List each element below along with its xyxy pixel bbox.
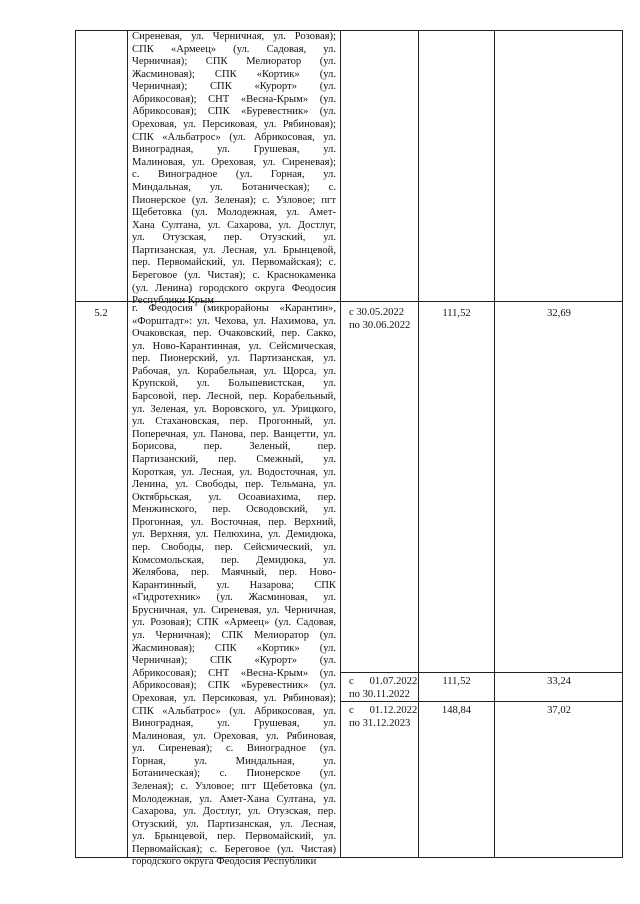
address-line: Прогонная, ул. Восточная, пер. Верхний, [132, 516, 336, 528]
period-start: с 01.12.2022 [349, 705, 418, 716]
address-line: Абрикосовая); СНТ «Весна-Крым» (ул. [132, 667, 336, 679]
address-line: пер. Пионерский, ул. Партизанская, ул. [132, 353, 336, 365]
address-line: Октябрьская, ул. Осоавиахима, пер. [132, 491, 336, 503]
address-line: Черничная); СПК «Курорт» (ул. [132, 655, 336, 667]
address-line: Береговое (ул. Чистая); с. Краснокаменка [132, 269, 336, 281]
address-line: Зеленая); с. Узловое; пгт Щебетовка (ул. [132, 780, 336, 792]
address-line: ул. Стахановская, пер. Прогонный, ул. [132, 416, 336, 428]
table-row-5-2 [128, 302, 340, 868]
address-line: Щебетовка (ул. Молодежная, ул. Амет- [132, 207, 336, 219]
address-line: ул. Верхняя, ул. Пелюхина, ул. Демидюка, [132, 529, 336, 541]
address-line: Ботаническая); с. Пионерское (ул. [132, 768, 336, 780]
address-line: Черничная); СПК «Курорт» (ул. [132, 81, 336, 93]
address-line: Партизанский, пер. Смежный, ул. [132, 453, 336, 465]
period-end: по 30.11.2022 [349, 689, 410, 700]
tariff-table [75, 30, 623, 868]
address-line: пер. Первомайский, ул. Первомайская); с. [132, 257, 336, 269]
address-text [128, 302, 340, 869]
address-line: ул. Брынцевой, пер. Первомайский, ул. [132, 831, 336, 843]
address-line: «Гидротехник» (ул. Жасминовая, ул. [132, 592, 336, 604]
period-2-value-1: 111,52 [442, 676, 471, 687]
period-2-value-2: 33,24 [547, 676, 571, 687]
address-text-continued [128, 30, 340, 308]
address-line: Хана Султана, ул. Сахарова, ул. Достлуг, [132, 219, 336, 231]
address-line: ул. Ново-Карантинная, ул. Сейсмическая, [132, 340, 336, 352]
address-line: ул. Отузская, пер. Отузский, ул. [132, 232, 336, 244]
address-line: Ореховая, ул. Персиковая, ул. Рябиновая); [132, 692, 336, 704]
address-line: Отузский, ул. Партизанская, ул. Лесная, [132, 818, 336, 830]
address-line: Желябова, пер. Маячный, пер. Ново- [132, 567, 336, 579]
address-line: Малиновая, ул. Ореховая, ул. Рябиновая, [132, 730, 336, 742]
address-line: г. Феодосия (микрорайоны «Карантин», [132, 303, 336, 314]
period-1-value-1: 111,52 [442, 308, 471, 319]
address-line: Ореховая, ул. Персиковая, ул. Рябиновая); [132, 119, 336, 131]
address-line: Сиреневая, ул. Черничная, ул. Розовая); [132, 31, 336, 42]
period-3-value-2: 37,02 [547, 705, 571, 716]
address-line: Виноградная, ул. Грушевая, ул. [132, 144, 336, 156]
address-line: Очаковская, пер. Очаковский, пер. Сакко, [132, 328, 336, 340]
period-end: по 31.12.2023 [349, 718, 411, 729]
address-line: Менжинского, пер. Осводовский, ул. [132, 504, 336, 516]
address-line: «Форштадт»: ул. Чехова, ул. Нахимова, ул. [132, 315, 336, 327]
address-line: Молодежная, ул. Амет-Хана Султана, ул. [132, 793, 336, 805]
address-line: Абрикосовая); СПК «Буревестник» (ул. [132, 106, 336, 118]
period-start: с 01.07.2022 [349, 676, 418, 687]
address-line: Карантинный, ул. Назарова; СПК [132, 579, 336, 591]
address-line: Черничная); СПК Мелиоратор (ул. [132, 56, 336, 68]
address-line: Борисова, пер. Зеленый, пер. [132, 441, 336, 453]
address-line: ул. Сиреневая); с. Виноградное (ул. [132, 743, 336, 755]
address-line: Абрикосовая); СНТ «Весна-Крым» (ул. [132, 93, 336, 105]
period-1-dates [341, 302, 418, 332]
address-line: Жасминовая); СПК «Кортик» (ул. [132, 68, 336, 80]
column-divider [340, 30, 341, 858]
address-line: Республики Крым [132, 295, 214, 307]
address-line: Брусничная, ул. Сиреневая, ул. Черничная, [132, 604, 336, 616]
address-line: ул. Черничная); СПК Мелиоратор (ул. [132, 630, 336, 642]
address-line: Короткая, ул. Лесная, ул. Водосточная, ул. [132, 466, 336, 478]
address-line: Сахарова, ул. Достлуг, ул. Отузская, пер. [132, 806, 336, 818]
period-end: по 30.06.2022 [349, 320, 411, 331]
address-line: СПК «Армеец» (ул. Садовая, ул. [132, 43, 336, 55]
table-row-continued [128, 30, 340, 307]
address-line: (ул. Ленина) городского округа Феодосия [132, 282, 336, 294]
address-line: ул. Розовая); СПК «Армеец» (ул. Садовая, [132, 617, 336, 629]
address-line: Малиновая, ул. Ореховая, ул. Сиреневая); [132, 156, 336, 168]
address-line: Первомайская); с. Береговое (ул. Чистая) [132, 843, 336, 855]
address-line: Жасминовая); СПК «Кортик» (ул. [132, 642, 336, 654]
address-line: пер. Свободы, пер. Сейсмический, ул. [132, 541, 336, 553]
period-start: с 30.05.2022 [349, 307, 405, 318]
address-line: Ленина, ул. Свободы, пер. Тельмана, ул. [132, 479, 336, 491]
address-line: Партизанская, ул. Лесная, ул. Брынцевой, [132, 244, 336, 256]
period-1-value-2: 32,69 [547, 308, 571, 319]
address-line: Барсовой, пер. Лесной, пер. Корабельный, [132, 391, 336, 403]
address-line: Виноградная, ул. Грушевая, ул. [132, 718, 336, 730]
address-line: Пионерское (ул. Зеленая); с. Узловое; пгт [132, 194, 336, 206]
address-line: СПК «Альбатрос» (ул. Абрикосовая, ул. [132, 705, 336, 717]
period-2-dates [341, 673, 418, 701]
period-3-value-1: 148,84 [441, 705, 472, 716]
address-line: с. Виноградное (ул. Горная, ул. [132, 169, 336, 181]
column-divider [494, 30, 495, 858]
address-line: Абрикосовая); СПК «Буревестник» (ул. [132, 680, 336, 692]
address-line: Горная, ул. Миндальная, ул. [132, 755, 336, 767]
address-line: СПК «Альбатрос» (ул. Абрикосовая, ул. [132, 131, 336, 143]
address-line: Крупской, ул. Большевистская, ул. [132, 378, 336, 390]
column-divider [418, 30, 419, 858]
period-3-dates [341, 702, 418, 730]
address-line: Поперечная, ул. Панова, пер. Ванцетти, ул. [132, 428, 336, 440]
address-line: Миндальная, ул. Ботаническая); с. [132, 181, 336, 193]
address-line: городского округа Феодосия Республики [132, 856, 317, 868]
address-line: ул. Зеленая, ул. Воровского, ул. Урицкого, [132, 403, 336, 415]
address-line: Комсомольская, пер. Демидюка, ул. [132, 554, 336, 566]
row-number: 5.2 [94, 308, 108, 319]
address-line: Рабочая, ул. Корабельная, ул. Щорса, ул. [132, 365, 336, 377]
